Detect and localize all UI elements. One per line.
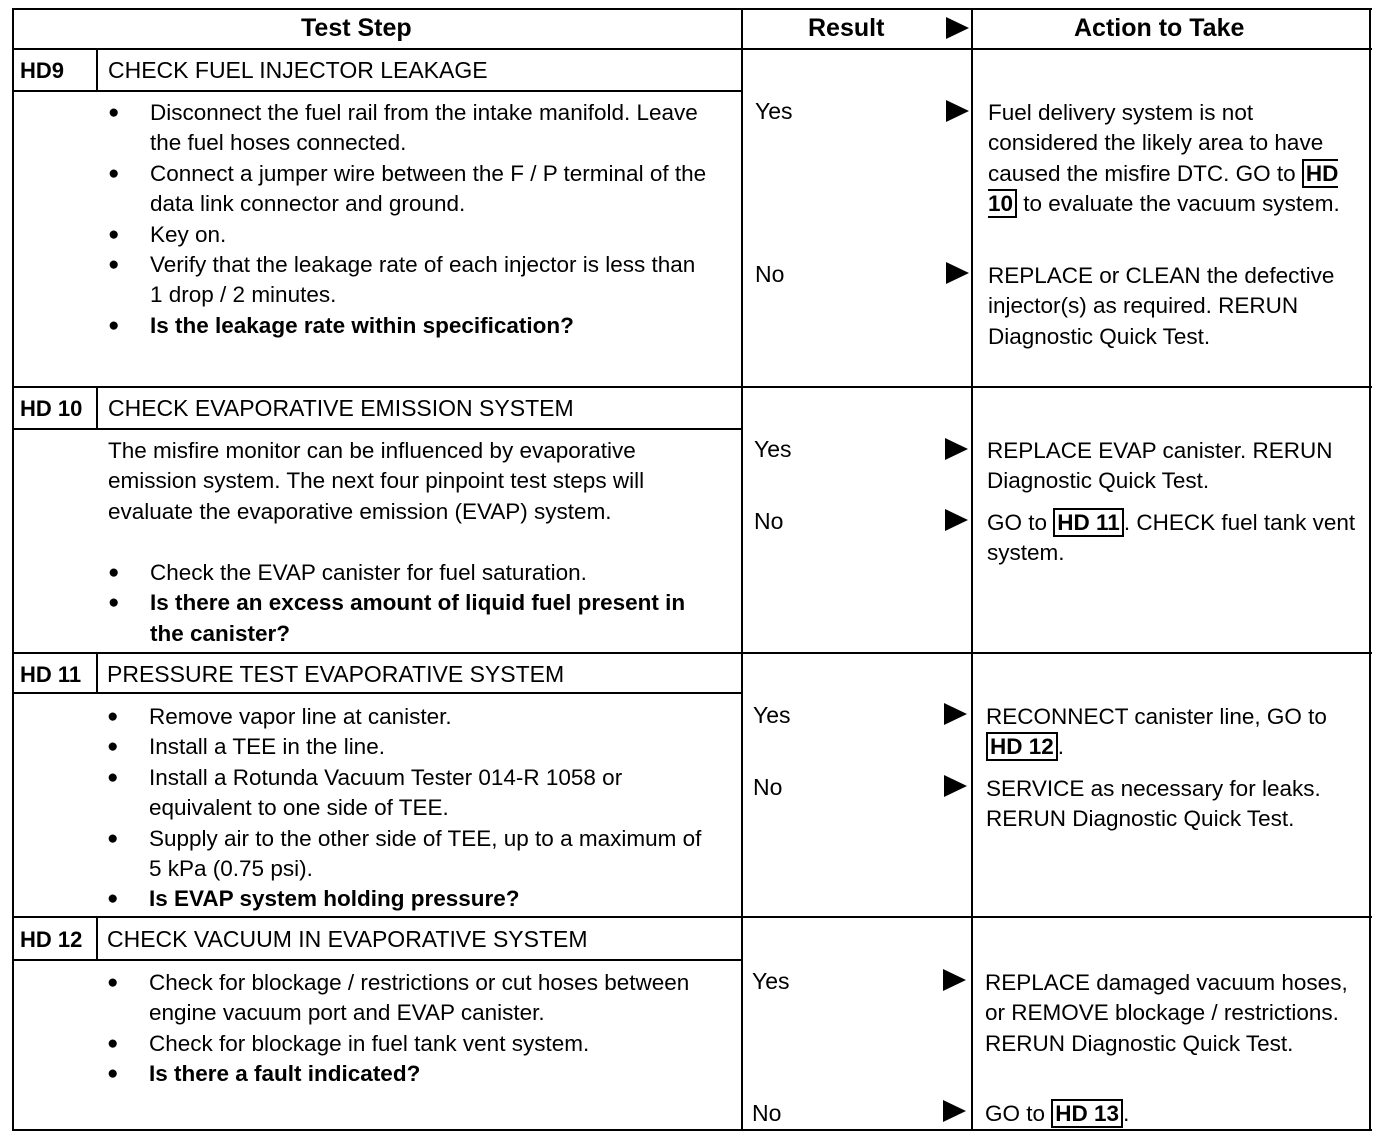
action-no: SERVICE as necessary for leaks. RERUN Diagnostic Quick Test.	[986, 776, 1321, 832]
bullet-item: ● Verify that the leakage rate of each injector is less than 1 drop / 2 minutes.	[108, 250, 708, 311]
step-id: HD 11	[20, 662, 82, 687]
bullet-item: ● Remove vapor line at canister.	[107, 702, 717, 732]
result-yes: Yes	[754, 436, 792, 462]
id-divider-hd11	[96, 654, 98, 692]
header-arrow-icon	[946, 17, 969, 39]
bullet-question: ● Is there a fault indicated?	[107, 1059, 717, 1089]
result-arrow-icon	[945, 438, 968, 460]
step-title: CHECK VACUUM IN EVAPORATIVE SYSTEM	[107, 926, 588, 952]
id-divider-hd9	[96, 50, 98, 90]
bullet-item: ● Check for blockage / restrictions or cut hoses between engine vacuum port and EVAP canister.	[107, 968, 717, 1029]
result-yes: Yes	[755, 98, 793, 124]
result-arrow-icon	[943, 1100, 966, 1122]
title-underline-hd12	[12, 959, 741, 961]
result-arrow-icon	[946, 262, 969, 284]
bullet-item: ● Check for blockage in fuel tank vent system.	[107, 1029, 717, 1059]
result-no: No	[755, 261, 785, 287]
result-yes: Yes	[753, 702, 791, 728]
row-border-hd11	[12, 652, 1372, 654]
step-title: CHECK FUEL INJECTOR LEAKAGE	[108, 57, 488, 83]
result-arrow-icon	[946, 100, 969, 122]
title-underline-hd10	[12, 428, 741, 430]
bullet-item: ● Supply air to the other side of TEE, up to a maximum of 5 kPa (0.75 psi).	[107, 824, 717, 885]
step-reference-link[interactable]: HD 12	[986, 732, 1058, 761]
step-bullets	[107, 968, 717, 1090]
id-divider-hd10	[96, 388, 98, 428]
action-no: REPLACE or CLEAN the defective injector(s) as required. RERUN Diagnostic Quick Test.	[988, 263, 1335, 349]
bullet-item: ● Disconnect the fuel rail from the intake manifold. Leave the fuel hoses connected.	[108, 98, 708, 159]
result-arrow-icon	[943, 969, 966, 991]
bullet-item: ● Connect a jumper wire between the F / P terminal of the data link connector and ground.	[108, 159, 708, 220]
step-reference-link[interactable]: HD 10	[988, 160, 1339, 217]
row-border-hd10	[12, 386, 1372, 388]
action-no: GO to HD 11 . CHECK fuel tank vent system.	[987, 510, 1356, 566]
result-arrow-icon	[944, 775, 967, 797]
header-action: Action to Take	[1074, 14, 1245, 42]
bullet-item: ● Check the EVAP canister for fuel saturation.	[108, 558, 708, 588]
row-border-hd12	[12, 916, 1372, 918]
step-title: CHECK EVAPORATIVE EMISSION SYSTEM	[108, 395, 574, 421]
bullet-item: ● Install a Rotunda Vacuum Tester 014-R 1058 or equivalent to one side of TEE.	[107, 763, 717, 824]
action-yes: REPLACE EVAP canister. RERUN Diagnostic Quick Test.	[987, 438, 1333, 494]
table-right-border	[1369, 8, 1371, 1131]
header-bottom-border	[12, 48, 1372, 50]
bullet-question: ● Is there an excess amount of liquid fuel present in the canister?	[108, 588, 708, 649]
action-yes: REPLACE damaged vacuum hoses, or REMOVE blockage / restrictions. RERUN Diagnostic Quick Test.	[985, 970, 1348, 1056]
table-top-border	[12, 8, 1372, 10]
id-divider-hd12	[96, 918, 98, 959]
action-yes: Fuel delivery system is not considered the likely area to have caused the misfire DTC. GO to HD 10 to evaluate the vacuum system.	[988, 100, 1340, 217]
step-id: HD 12	[20, 927, 83, 952]
step-reference-link[interactable]: HD 11	[1053, 508, 1124, 537]
step-bullets	[108, 98, 708, 341]
result-no: No	[752, 1100, 782, 1126]
result-column-border	[741, 8, 743, 1131]
step-intro: The misfire monitor can be influenced by evaporative emission system. The next four pinpoint test steps will evaluate the evaporative emission (EVAP) system.	[108, 438, 645, 524]
result-no: No	[754, 508, 784, 534]
header-test-step: Test Step	[301, 14, 412, 42]
result-yes: Yes	[752, 968, 790, 994]
action-yes: RECONNECT canister line, GO to HD 12 .	[986, 704, 1327, 760]
action-no: GO to HD 13 .	[985, 1101, 1130, 1126]
step-reference-link[interactable]: HD 13	[1051, 1099, 1123, 1128]
bullet-question: ● Is the leakage rate within specification?	[108, 311, 708, 341]
result-arrow-icon	[944, 703, 967, 725]
result-no: No	[753, 774, 783, 800]
bullet-question: ● Is EVAP system holding pressure?	[107, 884, 717, 914]
title-underline-hd11	[12, 692, 741, 694]
action-column-border	[971, 8, 973, 1131]
bullet-item: ● Key on.	[108, 220, 708, 250]
step-bullets	[107, 702, 717, 915]
table-left-border	[12, 8, 14, 1131]
step-title: PRESSURE TEST EVAPORATIVE SYSTEM	[107, 661, 565, 687]
title-underline-hd9	[12, 90, 741, 92]
step-id: HD 10	[20, 396, 83, 421]
step-bullets	[108, 558, 708, 649]
bullet-item: ● Install a TEE in the line.	[107, 732, 717, 762]
header-result: Result	[808, 14, 885, 42]
step-id: HD9	[20, 58, 65, 83]
result-arrow-icon	[945, 509, 968, 531]
